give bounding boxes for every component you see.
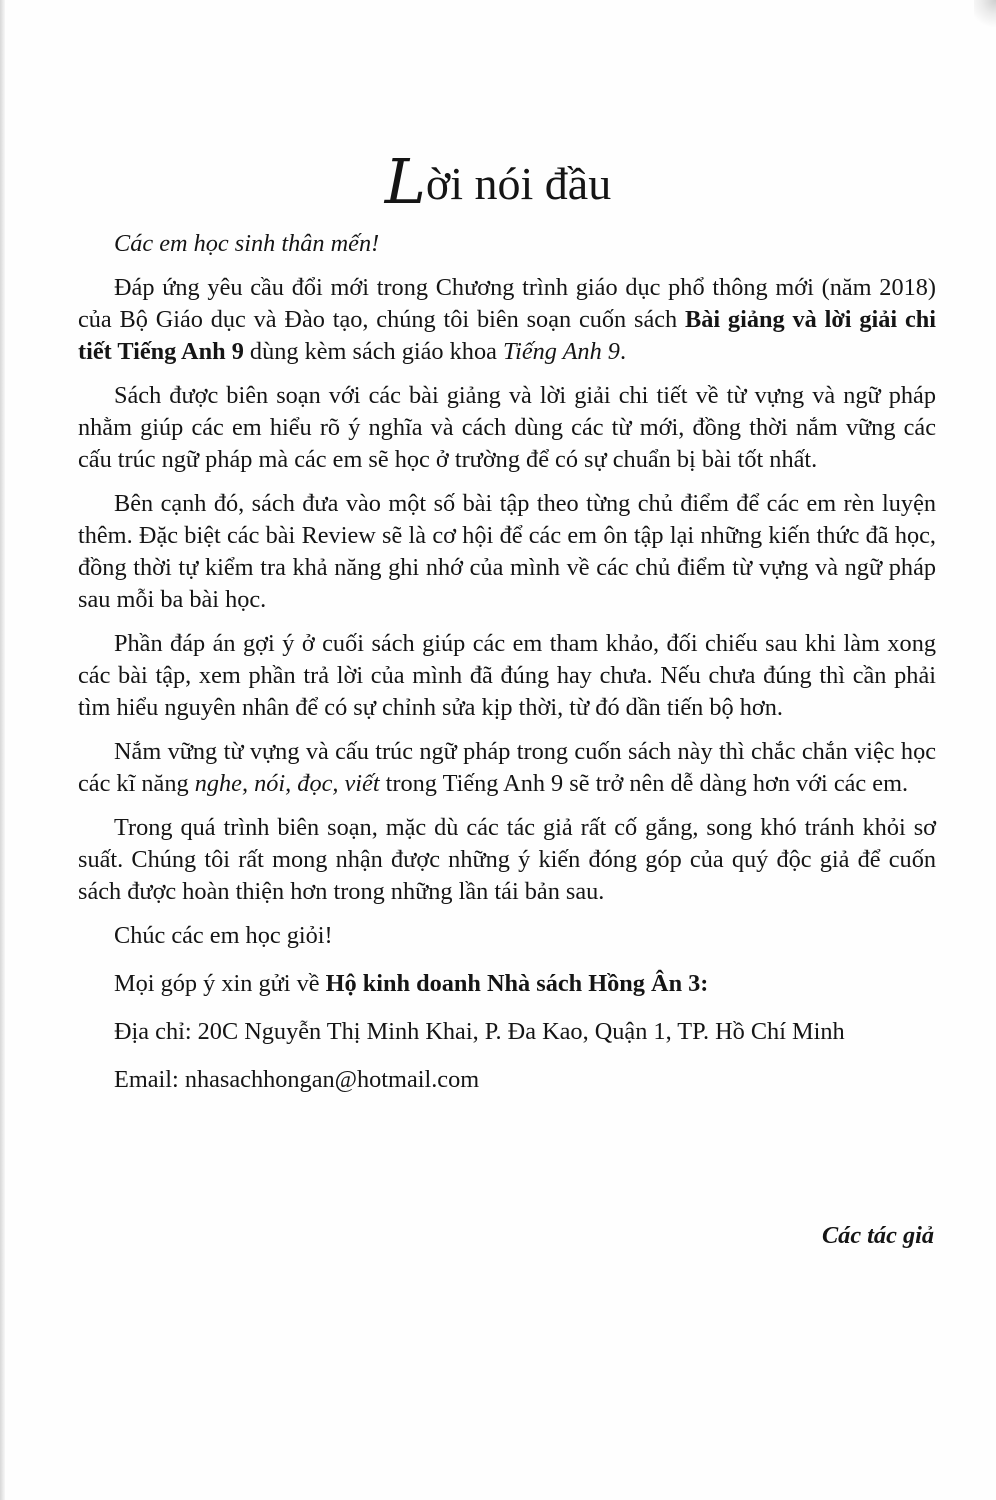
paragraph-5-text-cont: trong Tiếng Anh 9 sẽ trở nên dễ dàng hơn với các em. (379, 770, 909, 797)
paragraph-2: Sách được biên soạn với các bài giảng và lời giải chi tiết về từ vựng và ngữ pháp nhằm giúp các em hiểu rõ ý nghĩa và cách dùng các từ mới, đồng thời nắm vững các cấu trúc ngữ pháp mà các em sẽ học ở trường để có sự chuẩn bị bài tốt nhất. (78, 382, 936, 473)
contact-intro-text: Mọi góp ý xin gửi về (114, 970, 326, 997)
page-corner-shadow (974, 0, 996, 30)
textbook-title-italic: Tiếng Anh 9 (502, 338, 620, 365)
signature-authors: Các tác giả (821, 1222, 934, 1249)
page-edge-shadow (0, 0, 5, 1500)
title-decorative-initial: L (384, 145, 426, 218)
paragraph-6: Trong quá trình biên soạn, mặc dù các tác giả rất cố gắng, song khó tránh khỏi sơ suất. Chúng tôi rất mong nhận được những ý kiến đóng góp của quý độc giả để cuốn sách được hoàn thiện hơn trong những lần tái bản sau. (78, 814, 936, 905)
preface-body (78, 228, 936, 1112)
title-text: ời nói đầu (425, 158, 612, 209)
contact-email: Email: nhasachhongan@hotmail.com (114, 1066, 480, 1093)
paragraph-5-text: Nắm vững từ vựng và cấu trúc ngữ pháp trong cuốn sách này thì chắc chắn việc học các kĩ năng (78, 738, 936, 797)
paragraph-3: Bên cạnh đó, sách đưa vào một số bài tập theo từng chủ điểm để các em rèn luyện thêm. Đặc biệt các bài Review sẽ là cơ hội để các em ôn tập lại những kiến thức đã học, đồng thời tự kiểm tra khả năng ghi nhớ của mình về các chủ điểm từ vựng và ngữ pháp sau mỗi ba bài học. (78, 490, 936, 613)
closing-wish: Chúc các em học giỏi! (114, 922, 333, 949)
page-title (0, 145, 996, 218)
book-title-bold: Bài giảng và lời giải chi tiết Tiếng Anh 9 (78, 306, 937, 365)
paragraph-1 (78, 272, 936, 368)
skills-italic: nghe, nói, đọc, viết (194, 770, 380, 797)
paragraph-4: Phần đáp án gợi ý ở cuối sách giúp các em tham khảo, đối chiếu sau khi làm xong các bài tập, xem phần trả lời của mình đã đúng hay chưa. Nếu chưa đúng thì cần phải tìm hiểu nguyên nhân để có sự chỉnh sửa kịp thời, từ đó dần tiến bộ hơn. (78, 630, 936, 721)
contact-address: Địa chỉ: 20C Nguyễn Thị Minh Khai, P. Đa Kao, Quận 1, TP. Hồ Chí Minh (114, 1018, 845, 1045)
paragraph-5 (78, 736, 936, 800)
paragraph-1-text: Đáp ứng yêu cầu đổi mới trong Chương trình giáo dục phổ thông mới (năm 2018) của Bộ Giáo dục và Đào tạo, chúng tôi biên soạn cuốn sách (78, 274, 936, 333)
paragraph-1-end: . (619, 338, 627, 365)
paragraph-1-text-cont: dùng kèm sách giáo khoa (243, 338, 503, 365)
greeting: Các em học sinh thân mến! (114, 230, 380, 257)
business-name-bold: Hộ kinh doanh Nhà sách Hồng Ân 3: (325, 970, 709, 997)
contact-intro (78, 968, 936, 1000)
